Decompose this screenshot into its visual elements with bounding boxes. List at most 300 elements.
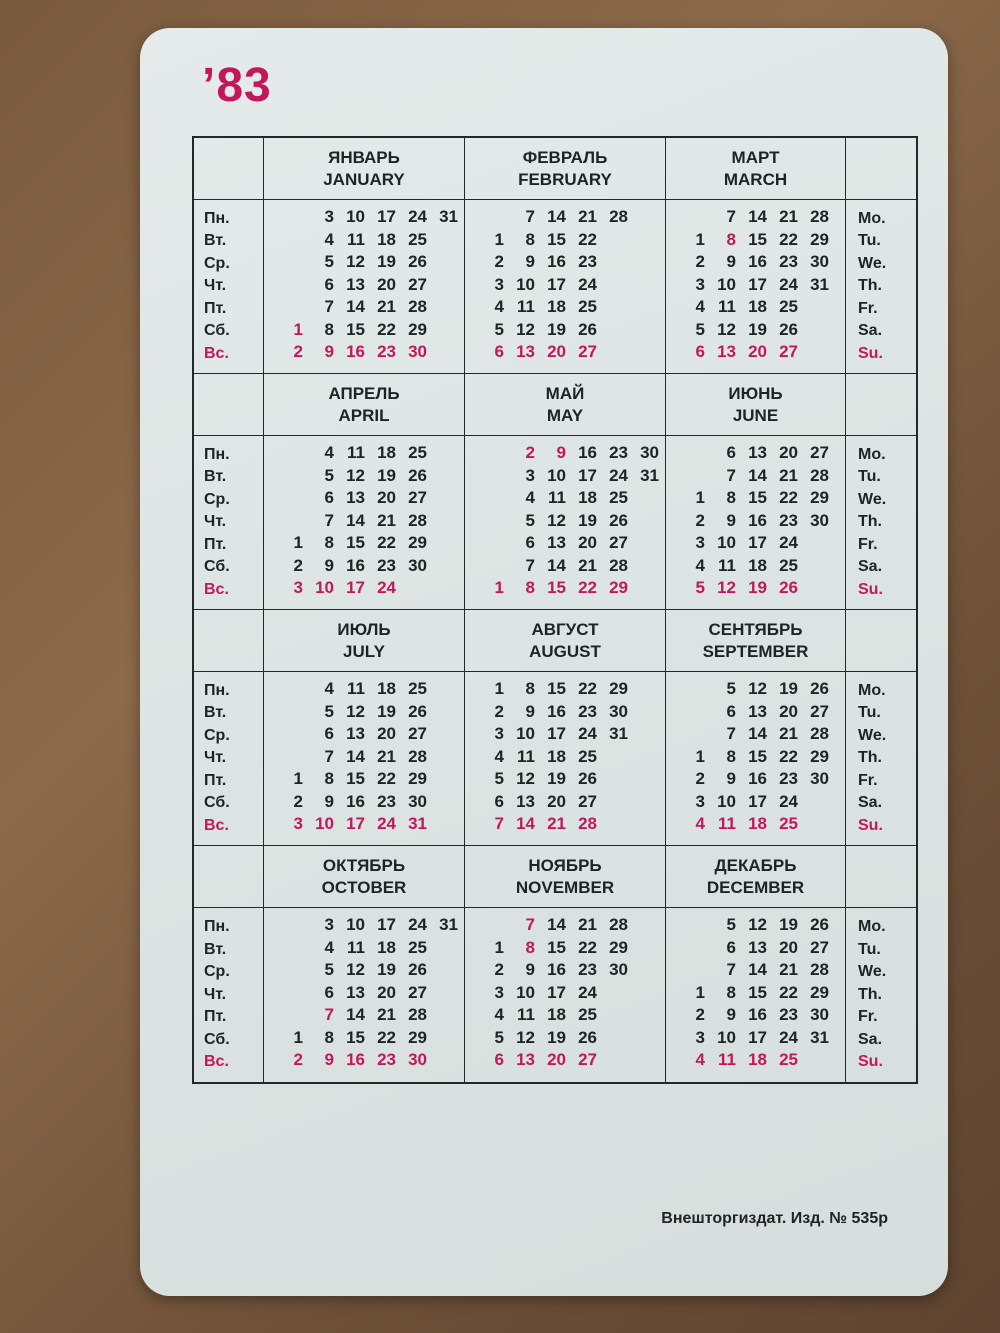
- day-number: 18: [377, 443, 396, 463]
- day-number: 2: [695, 510, 705, 530]
- day-number: 14: [748, 207, 767, 227]
- day-number: 25: [779, 297, 798, 317]
- weekday-label: We.: [858, 254, 887, 272]
- day-number: 14: [748, 724, 767, 744]
- weekday-label: Sa.: [858, 558, 883, 576]
- day-number: 21: [779, 724, 798, 744]
- day-number: 24: [377, 578, 396, 598]
- day-number: 27: [609, 533, 628, 553]
- day-number: 2: [695, 252, 705, 272]
- day-number: 10: [346, 915, 365, 935]
- day-number: 24: [609, 465, 628, 485]
- day-number: 18: [748, 1050, 767, 1070]
- day-number: 1: [293, 319, 303, 339]
- day-number: 6: [726, 443, 736, 463]
- day-number: 24: [408, 207, 427, 227]
- day-number: 3: [494, 982, 504, 1002]
- month-name-en: AUGUST: [529, 641, 601, 661]
- weekday-row: [473, 206, 659, 229]
- day-number: 21: [377, 510, 396, 530]
- weekday-label: Th.: [858, 985, 882, 1003]
- empty-header-cell: [194, 374, 264, 436]
- day-number: 18: [578, 488, 597, 508]
- weekday-row: [272, 791, 458, 814]
- weekday-row: [272, 555, 458, 578]
- day-number: 25: [779, 555, 798, 575]
- day-number: 2: [695, 769, 705, 789]
- weekday-label: Вс.: [204, 1053, 229, 1071]
- weekday-label: Ср.: [204, 254, 230, 272]
- day-number: 16: [578, 443, 597, 463]
- day-number: 5: [324, 960, 334, 980]
- day-number: 6: [726, 701, 736, 721]
- weekday-row: [674, 274, 839, 297]
- weekday-label: Tu.: [858, 940, 881, 958]
- day-number: 26: [408, 252, 427, 272]
- month-name-en: JANUARY: [323, 169, 405, 189]
- month-header: [264, 846, 465, 908]
- day-number: 28: [408, 1005, 427, 1025]
- day-number: 22: [578, 229, 597, 249]
- month-days-october: [264, 908, 465, 1082]
- day-number: 31: [408, 814, 427, 834]
- weekday-label: Пн.: [204, 209, 230, 227]
- month-days-december: [666, 908, 846, 1082]
- weekday-row: [473, 982, 659, 1005]
- day-number: 12: [346, 960, 365, 980]
- weekday-row: [272, 487, 458, 510]
- day-number: 17: [578, 465, 597, 485]
- day-number: 6: [324, 488, 334, 508]
- day-number: 8: [324, 769, 334, 789]
- day-number: 19: [748, 578, 767, 598]
- day-number: 16: [748, 1005, 767, 1025]
- day-number: 23: [779, 510, 798, 530]
- day-number: 10: [315, 578, 334, 598]
- day-number: 24: [377, 814, 396, 834]
- day-number: 21: [578, 555, 597, 575]
- month-name-ru: МАЙ: [545, 383, 585, 403]
- day-number: 11: [347, 679, 365, 699]
- day-number: 8: [525, 937, 535, 957]
- day-number: 18: [377, 229, 396, 249]
- weekday-label: Чт.: [204, 513, 227, 531]
- day-number: 30: [408, 1050, 427, 1070]
- day-number: 7: [525, 915, 535, 935]
- empty-header-cell: [846, 610, 916, 672]
- day-number: 23: [779, 769, 798, 789]
- month-days-september: [666, 672, 846, 846]
- weekday-label: Сб.: [204, 794, 230, 812]
- day-number: 19: [377, 465, 396, 485]
- weekday-row: [272, 296, 458, 319]
- day-number: 7: [324, 1005, 334, 1025]
- day-number: 12: [346, 252, 365, 272]
- day-number: 15: [346, 1027, 365, 1047]
- day-number: 17: [547, 724, 566, 744]
- day-number: 18: [377, 679, 396, 699]
- day-number: 23: [377, 1050, 396, 1070]
- day-number: 11: [517, 746, 535, 766]
- day-number: 30: [609, 960, 628, 980]
- month-name-ru: ДЕКАБРЬ: [714, 855, 797, 875]
- day-number: 24: [578, 724, 597, 744]
- month-name-en: SEPTEMBER: [702, 641, 809, 661]
- day-number: 10: [516, 982, 535, 1002]
- weekday-row: [674, 982, 839, 1005]
- day-number: 20: [547, 342, 566, 362]
- weekday-row: [473, 937, 659, 960]
- day-number: 18: [547, 297, 566, 317]
- day-number: 5: [494, 319, 504, 339]
- day-number: 27: [578, 1050, 597, 1070]
- weekday-row: [473, 487, 659, 510]
- day-number: 3: [494, 274, 504, 294]
- day-number: 28: [609, 915, 628, 935]
- day-number: 27: [578, 791, 597, 811]
- weekday-row: [272, 510, 458, 533]
- weekday-row: [674, 1004, 839, 1027]
- day-number: 16: [748, 510, 767, 530]
- weekday-label: Mo.: [858, 918, 886, 936]
- day-number: 17: [748, 791, 767, 811]
- weekday-row: [272, 465, 458, 488]
- day-number: 20: [547, 1050, 566, 1070]
- day-number: 24: [578, 982, 597, 1002]
- day-number: 8: [324, 1027, 334, 1047]
- month-header: [666, 846, 846, 908]
- empty-header-cell: [194, 846, 264, 908]
- day-number: 28: [810, 724, 829, 744]
- day-number: 5: [695, 578, 705, 598]
- empty-header-cell: [846, 846, 916, 908]
- weekday-row: [272, 982, 458, 1005]
- month-name-ru: АПРЕЛЬ: [328, 383, 400, 403]
- weekday-row: [674, 791, 839, 814]
- weekday-row: [272, 532, 458, 555]
- month-header: [264, 374, 465, 436]
- weekday-labels-ru: [194, 200, 264, 374]
- day-number: 25: [408, 229, 427, 249]
- weekday-labels-ru: [194, 908, 264, 1082]
- month-name-ru: ИЮЛЬ: [337, 619, 391, 639]
- weekday-row: [272, 577, 458, 600]
- day-number: 31: [640, 465, 659, 485]
- day-number: 6: [324, 724, 334, 744]
- weekday-label: Вт.: [204, 468, 227, 486]
- day-number: 11: [718, 814, 736, 834]
- day-number: 4: [324, 679, 334, 699]
- day-number: 24: [779, 274, 798, 294]
- day-number: 5: [324, 701, 334, 721]
- day-number: 11: [718, 1050, 736, 1070]
- day-number: 23: [578, 252, 597, 272]
- day-number: 9: [324, 555, 334, 575]
- day-number: 19: [547, 769, 566, 789]
- month-header: [666, 374, 846, 436]
- day-number: 15: [547, 679, 566, 699]
- day-number: 24: [408, 915, 427, 935]
- day-number: 9: [726, 510, 736, 530]
- weekday-label: Ср.: [204, 490, 230, 508]
- day-number: 27: [810, 937, 829, 957]
- day-number: 15: [547, 229, 566, 249]
- day-number: 13: [516, 342, 535, 362]
- month-name-en: NOVEMBER: [515, 877, 615, 897]
- day-number: 19: [547, 1027, 566, 1047]
- day-number: 8: [525, 578, 535, 598]
- day-number: 10: [717, 533, 736, 553]
- weekday-label: Сб.: [204, 322, 230, 340]
- day-number: 29: [408, 319, 427, 339]
- day-number: 20: [748, 342, 767, 362]
- day-number: 6: [324, 982, 334, 1002]
- day-number: 20: [779, 443, 798, 463]
- day-number: 25: [779, 814, 798, 834]
- weekday-label: Mo.: [858, 209, 886, 227]
- day-number: 26: [578, 769, 597, 789]
- weekday-label: Пт.: [204, 771, 227, 789]
- day-number: 6: [525, 533, 535, 553]
- day-number: 8: [525, 679, 535, 699]
- day-number: 16: [748, 252, 767, 272]
- weekday-labels-en: [846, 672, 916, 846]
- day-number: 27: [408, 982, 427, 1002]
- weekday-label: Пн.: [204, 681, 230, 699]
- day-number: 30: [408, 555, 427, 575]
- day-number: 20: [377, 274, 396, 294]
- day-number: 4: [324, 937, 334, 957]
- day-number: 12: [346, 465, 365, 485]
- day-number: 3: [293, 578, 303, 598]
- day-number: 28: [408, 510, 427, 530]
- weekday-labels-ru: [194, 672, 264, 846]
- day-number: 22: [779, 982, 798, 1002]
- day-number: 21: [779, 207, 798, 227]
- day-number: 15: [346, 319, 365, 339]
- weekday-label: Th.: [858, 749, 882, 767]
- month-name-ru: ОКТЯБРЬ: [322, 855, 406, 875]
- day-number: 3: [695, 533, 705, 553]
- weekday-row: [272, 251, 458, 274]
- weekday-row: [674, 555, 839, 578]
- day-number: 4: [324, 229, 334, 249]
- day-number: 13: [717, 342, 736, 362]
- weekday-label: Fr.: [858, 299, 878, 317]
- day-number: 20: [779, 937, 798, 957]
- weekday-row: [674, 959, 839, 982]
- day-number: 5: [494, 769, 504, 789]
- day-number: 12: [717, 578, 736, 598]
- weekday-label: Mo.: [858, 445, 886, 463]
- weekday-label: Su.: [858, 816, 883, 834]
- month-name-en: APRIL: [338, 405, 390, 425]
- day-number: 18: [547, 1005, 566, 1025]
- day-number: 14: [547, 207, 566, 227]
- day-number: 2: [293, 1050, 303, 1070]
- day-number: 7: [324, 510, 334, 530]
- day-number: 5: [494, 1027, 504, 1047]
- day-number: 13: [516, 791, 535, 811]
- day-number: 2: [494, 960, 504, 980]
- day-number: 10: [346, 207, 365, 227]
- weekday-label: Su.: [858, 1053, 883, 1071]
- day-number: 16: [346, 555, 365, 575]
- weekday-row: [674, 701, 839, 724]
- weekday-row: [473, 274, 659, 297]
- day-number: 17: [346, 814, 365, 834]
- day-number: 23: [578, 960, 597, 980]
- day-number: 26: [408, 465, 427, 485]
- day-number: 4: [695, 814, 705, 834]
- weekday-label: Пт.: [204, 299, 227, 317]
- day-number: 25: [408, 937, 427, 957]
- day-number: 9: [726, 1005, 736, 1025]
- day-number: 29: [609, 578, 628, 598]
- day-number: 24: [779, 533, 798, 553]
- weekday-row: [674, 1027, 839, 1050]
- day-number: 14: [346, 510, 365, 530]
- weekday-row: [674, 510, 839, 533]
- weekday-row: [473, 723, 659, 746]
- day-number: 21: [578, 915, 597, 935]
- day-number: 21: [377, 1005, 396, 1025]
- day-number: 29: [810, 488, 829, 508]
- day-number: 28: [408, 746, 427, 766]
- month-name-ru: ЯНВАРЬ: [328, 147, 400, 167]
- weekday-label: Пт.: [204, 1008, 227, 1026]
- day-number: 23: [578, 701, 597, 721]
- day-number: 30: [408, 342, 427, 362]
- day-number: 9: [726, 769, 736, 789]
- day-number: 22: [779, 746, 798, 766]
- day-number: 27: [779, 342, 798, 362]
- day-number: 31: [439, 915, 458, 935]
- day-number: 12: [748, 679, 767, 699]
- weekday-row: [473, 555, 659, 578]
- day-number: 8: [726, 746, 736, 766]
- weekday-label: Su.: [858, 344, 883, 362]
- day-number: 22: [377, 1027, 396, 1047]
- day-number: 25: [578, 746, 597, 766]
- weekday-row: [272, 341, 458, 364]
- day-number: 28: [810, 207, 829, 227]
- empty-header-cell: [846, 374, 916, 436]
- day-number: 27: [408, 724, 427, 744]
- day-number: 26: [609, 510, 628, 530]
- weekday-row: [473, 341, 659, 364]
- month-name-en: JULY: [343, 641, 385, 661]
- day-number: 9: [324, 791, 334, 811]
- day-number: 11: [718, 555, 736, 575]
- day-number: 19: [779, 679, 798, 699]
- weekday-label: Вт.: [204, 940, 227, 958]
- day-number: 1: [695, 488, 705, 508]
- day-number: 21: [377, 746, 396, 766]
- day-number: 29: [609, 679, 628, 699]
- day-number: 29: [609, 937, 628, 957]
- day-number: 1: [695, 229, 705, 249]
- month-name-ru: НОЯБРЬ: [528, 855, 602, 875]
- day-number: 16: [346, 791, 365, 811]
- weekday-row: [272, 813, 458, 836]
- day-number: 30: [408, 791, 427, 811]
- day-number: 22: [779, 488, 798, 508]
- weekday-labels-en: [846, 908, 916, 1082]
- day-number: 15: [748, 746, 767, 766]
- weekday-label: Th.: [858, 277, 882, 295]
- weekday-label: Сб.: [204, 1030, 230, 1048]
- day-number: 31: [439, 207, 458, 227]
- day-number: 1: [293, 1027, 303, 1047]
- month-name-ru: ИЮНЬ: [728, 383, 783, 403]
- weekday-row: [272, 768, 458, 791]
- day-number: 29: [810, 982, 829, 1002]
- day-number: 4: [695, 555, 705, 575]
- day-number: 1: [494, 679, 504, 699]
- day-number: 15: [748, 488, 767, 508]
- day-number: 20: [377, 982, 396, 1002]
- day-number: 29: [408, 769, 427, 789]
- weekday-row: [674, 487, 839, 510]
- day-number: 25: [408, 443, 427, 463]
- day-number: 3: [695, 274, 705, 294]
- day-number: 17: [748, 533, 767, 553]
- day-number: 18: [547, 746, 566, 766]
- day-number: 4: [494, 746, 504, 766]
- month-name-en: DECEMBER: [706, 877, 805, 897]
- weekday-label: Сб.: [204, 558, 230, 576]
- day-number: 13: [748, 937, 767, 957]
- day-number: 13: [547, 533, 566, 553]
- day-number: 19: [578, 510, 597, 530]
- day-number: 26: [779, 578, 798, 598]
- day-number: 30: [810, 769, 829, 789]
- weekday-label: Tu.: [858, 468, 881, 486]
- day-number: 2: [494, 701, 504, 721]
- day-number: 23: [609, 443, 628, 463]
- day-number: 24: [779, 791, 798, 811]
- month-days-april: [264, 436, 465, 610]
- month-name-en: MARCH: [723, 169, 788, 189]
- day-number: 16: [346, 342, 365, 362]
- day-number: 3: [324, 207, 334, 227]
- day-number: 15: [748, 982, 767, 1002]
- day-number: 1: [293, 769, 303, 789]
- weekday-row: [272, 319, 458, 342]
- day-number: 7: [726, 724, 736, 744]
- day-number: 29: [408, 533, 427, 553]
- day-number: 17: [346, 578, 365, 598]
- weekday-row: [674, 251, 839, 274]
- weekday-row: [272, 678, 458, 701]
- weekday-row: [473, 442, 659, 465]
- weekday-row: [473, 959, 659, 982]
- day-number: 16: [547, 960, 566, 980]
- weekday-row: [473, 746, 659, 769]
- weekday-row: [674, 341, 839, 364]
- day-number: 1: [695, 746, 705, 766]
- weekday-row: [674, 678, 839, 701]
- month-name-ru: ФЕВРАЛЬ: [522, 147, 608, 167]
- month-name-ru: АВГУСТ: [531, 619, 599, 639]
- month-header: [465, 138, 666, 200]
- day-number: 28: [578, 814, 597, 834]
- day-number: 20: [377, 724, 396, 744]
- day-number: 13: [516, 1050, 535, 1070]
- day-number: 25: [779, 1050, 798, 1070]
- day-number: 29: [810, 746, 829, 766]
